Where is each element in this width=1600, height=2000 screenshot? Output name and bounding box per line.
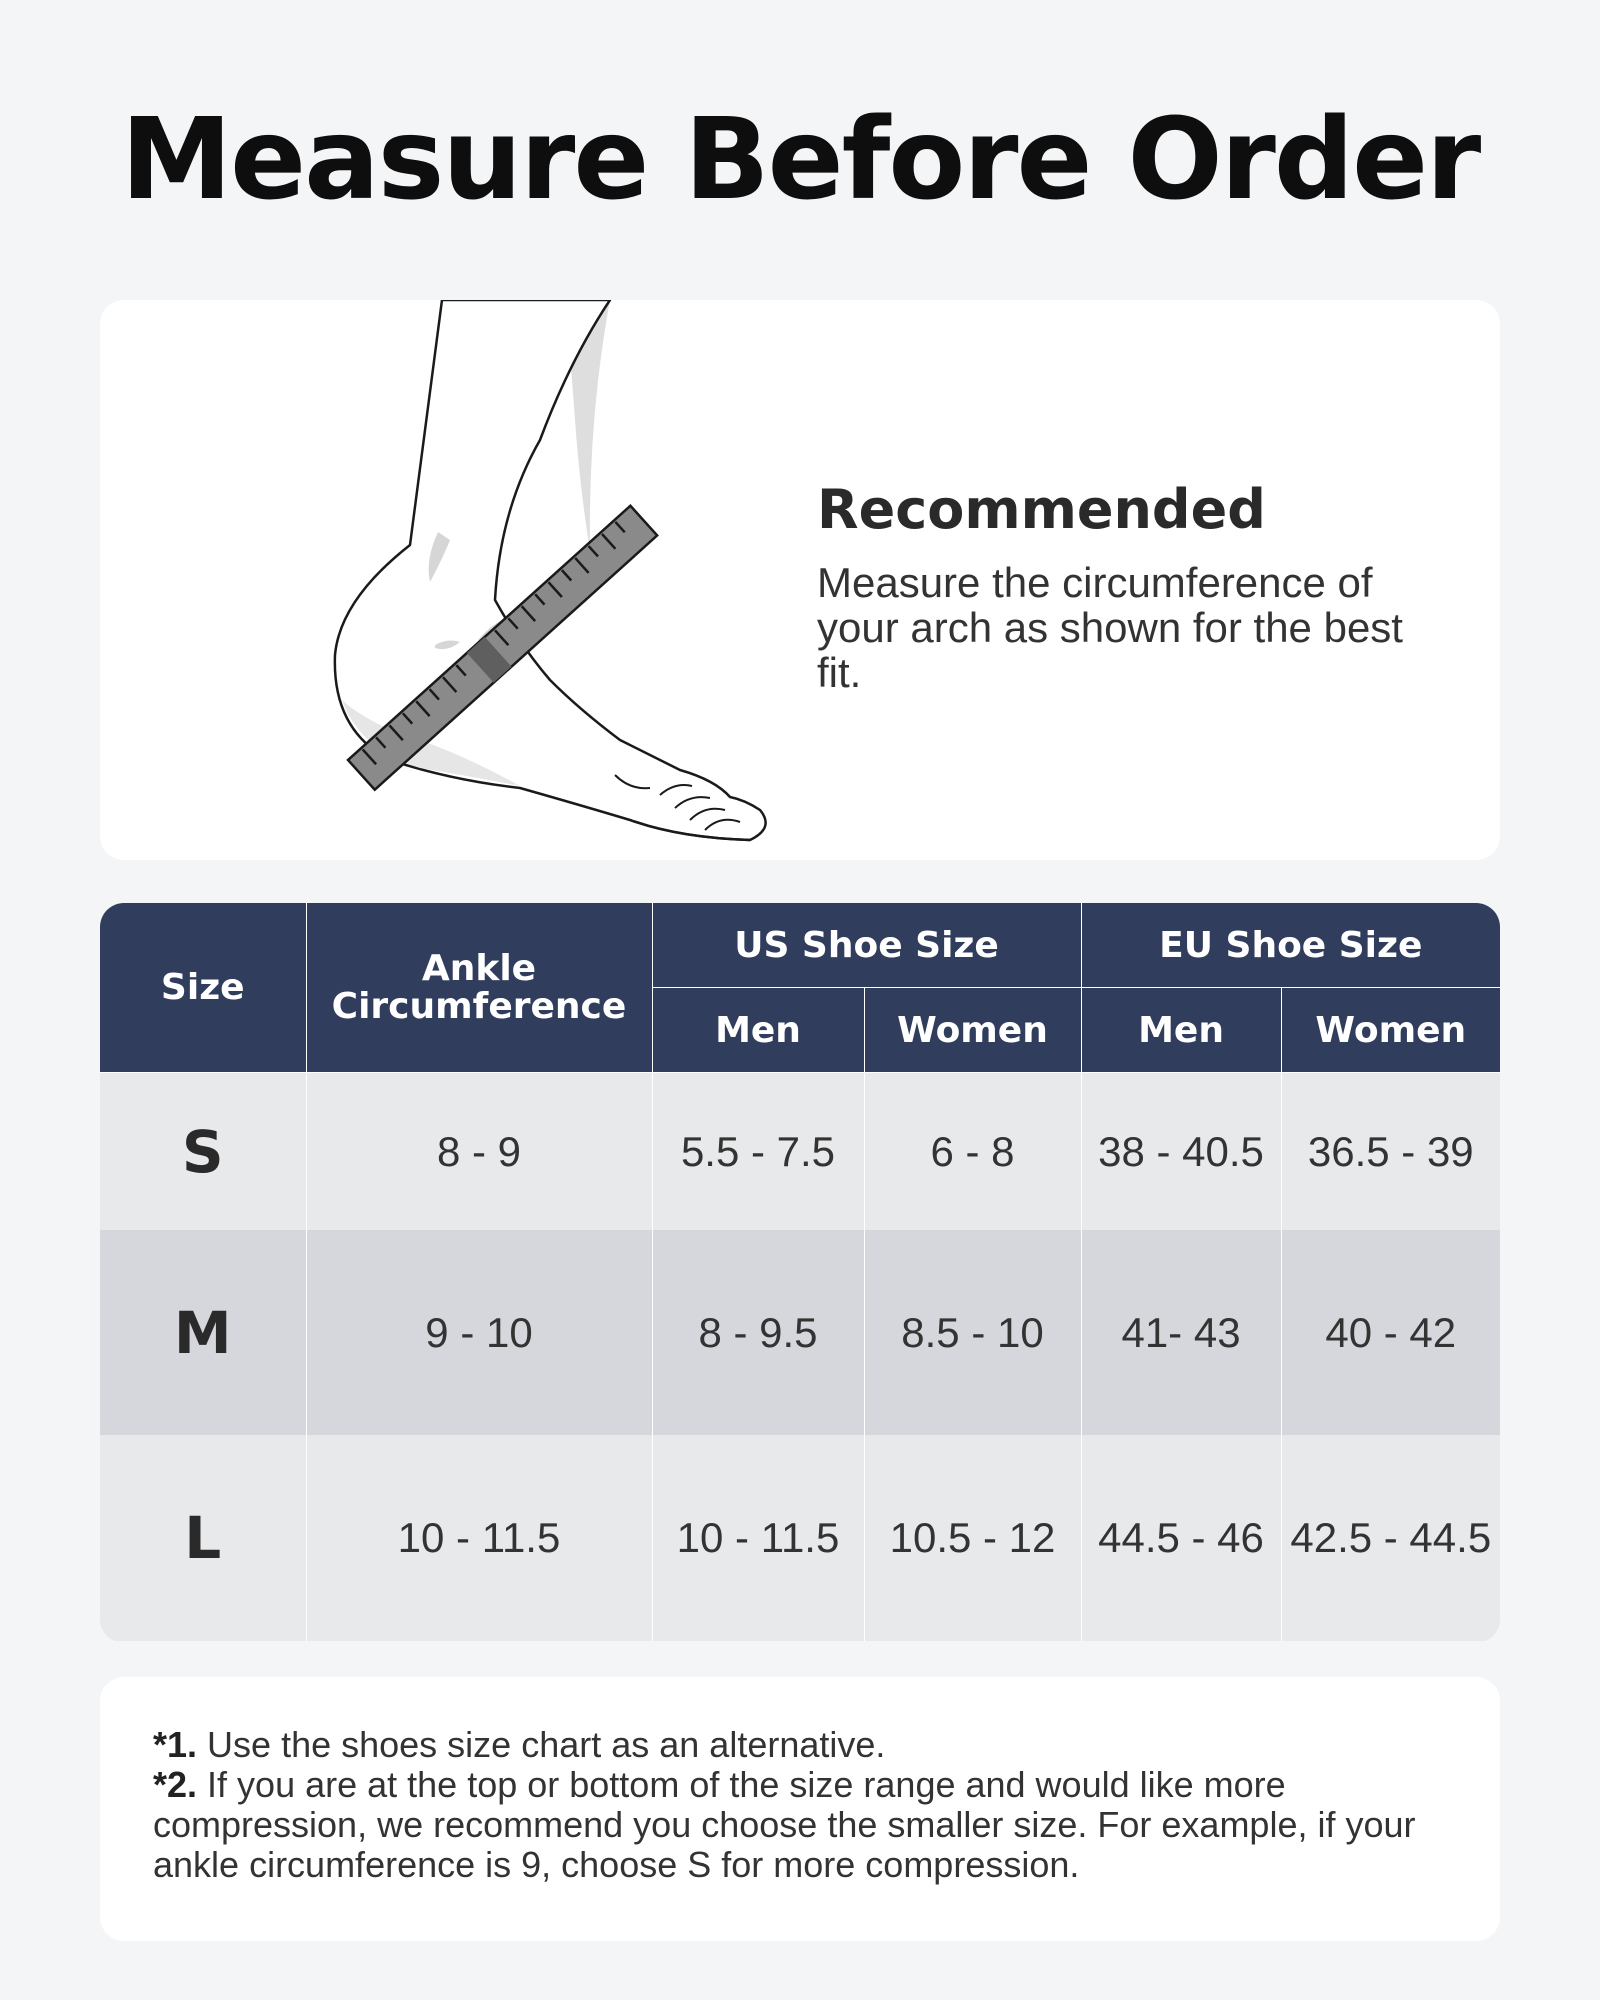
recommended-text: Measure the circumference of your arch as shown for the best fit. xyxy=(817,559,1403,696)
note-marker: *1. xyxy=(153,1724,198,1765)
note-1 xyxy=(153,1725,1453,1765)
header-ankle-circumference: Ankle Circumference xyxy=(306,903,652,1073)
page-title: Measure Before Order xyxy=(120,95,1480,225)
us-women-cell: 8.5 - 10 xyxy=(864,1230,1081,1435)
header-eu-men: Men xyxy=(1081,988,1281,1073)
eu-men-cell: 38 - 40.5 xyxy=(1081,1073,1281,1231)
eu-women-cell: 36.5 - 39 xyxy=(1281,1073,1500,1231)
eu-men-cell: 44.5 - 46 xyxy=(1081,1435,1281,1641)
table-row xyxy=(100,1073,1500,1231)
header-us-women: Women xyxy=(864,988,1081,1073)
us-women-cell: 6 - 8 xyxy=(864,1073,1081,1231)
header-eu-shoe-size: EU Shoe Size xyxy=(1081,903,1500,988)
recommended-heading: Recommended xyxy=(817,478,1266,541)
note-text: Use the shoes size chart as an alternative. xyxy=(197,1724,886,1765)
note-text: If you are at the top or bottom of the size range and would like more compression, we recommend you choose the smaller size. For example, if your ankle circumference is 9, choose S for more compression. xyxy=(153,1764,1416,1885)
notes xyxy=(153,1725,1453,1885)
foot-illustration xyxy=(220,300,860,860)
eu-women-cell: 40 - 42 xyxy=(1281,1230,1500,1435)
notes-card xyxy=(100,1677,1500,1941)
ankle-cell: 8 - 9 xyxy=(306,1073,652,1231)
size-cell: M xyxy=(100,1230,306,1435)
header-eu-women: Women xyxy=(1281,988,1500,1073)
table-row xyxy=(100,1230,1500,1435)
ankle-cell: 10 - 11.5 xyxy=(306,1435,652,1641)
table-row xyxy=(100,1435,1500,1641)
us-men-cell: 10 - 11.5 xyxy=(652,1435,864,1641)
us-women-cell: 10.5 - 12 xyxy=(864,1435,1081,1641)
size-cell: S xyxy=(100,1073,306,1231)
header-size: Size xyxy=(100,903,306,1073)
size-chart-table xyxy=(100,903,1500,1643)
note-marker: *2. xyxy=(153,1764,198,1805)
us-men-cell: 8 - 9.5 xyxy=(652,1230,864,1435)
ankle-cell: 9 - 10 xyxy=(306,1230,652,1435)
size-cell: L xyxy=(100,1435,306,1641)
us-men-cell: 5.5 - 7.5 xyxy=(652,1073,864,1231)
header-us-men: Men xyxy=(652,988,864,1073)
header-us-shoe-size: US Shoe Size xyxy=(652,903,1081,988)
note-2 xyxy=(153,1765,1453,1885)
eu-men-cell: 41- 43 xyxy=(1081,1230,1281,1435)
measure-card xyxy=(100,300,1500,860)
eu-women-cell: 42.5 - 44.5 xyxy=(1281,1435,1500,1641)
